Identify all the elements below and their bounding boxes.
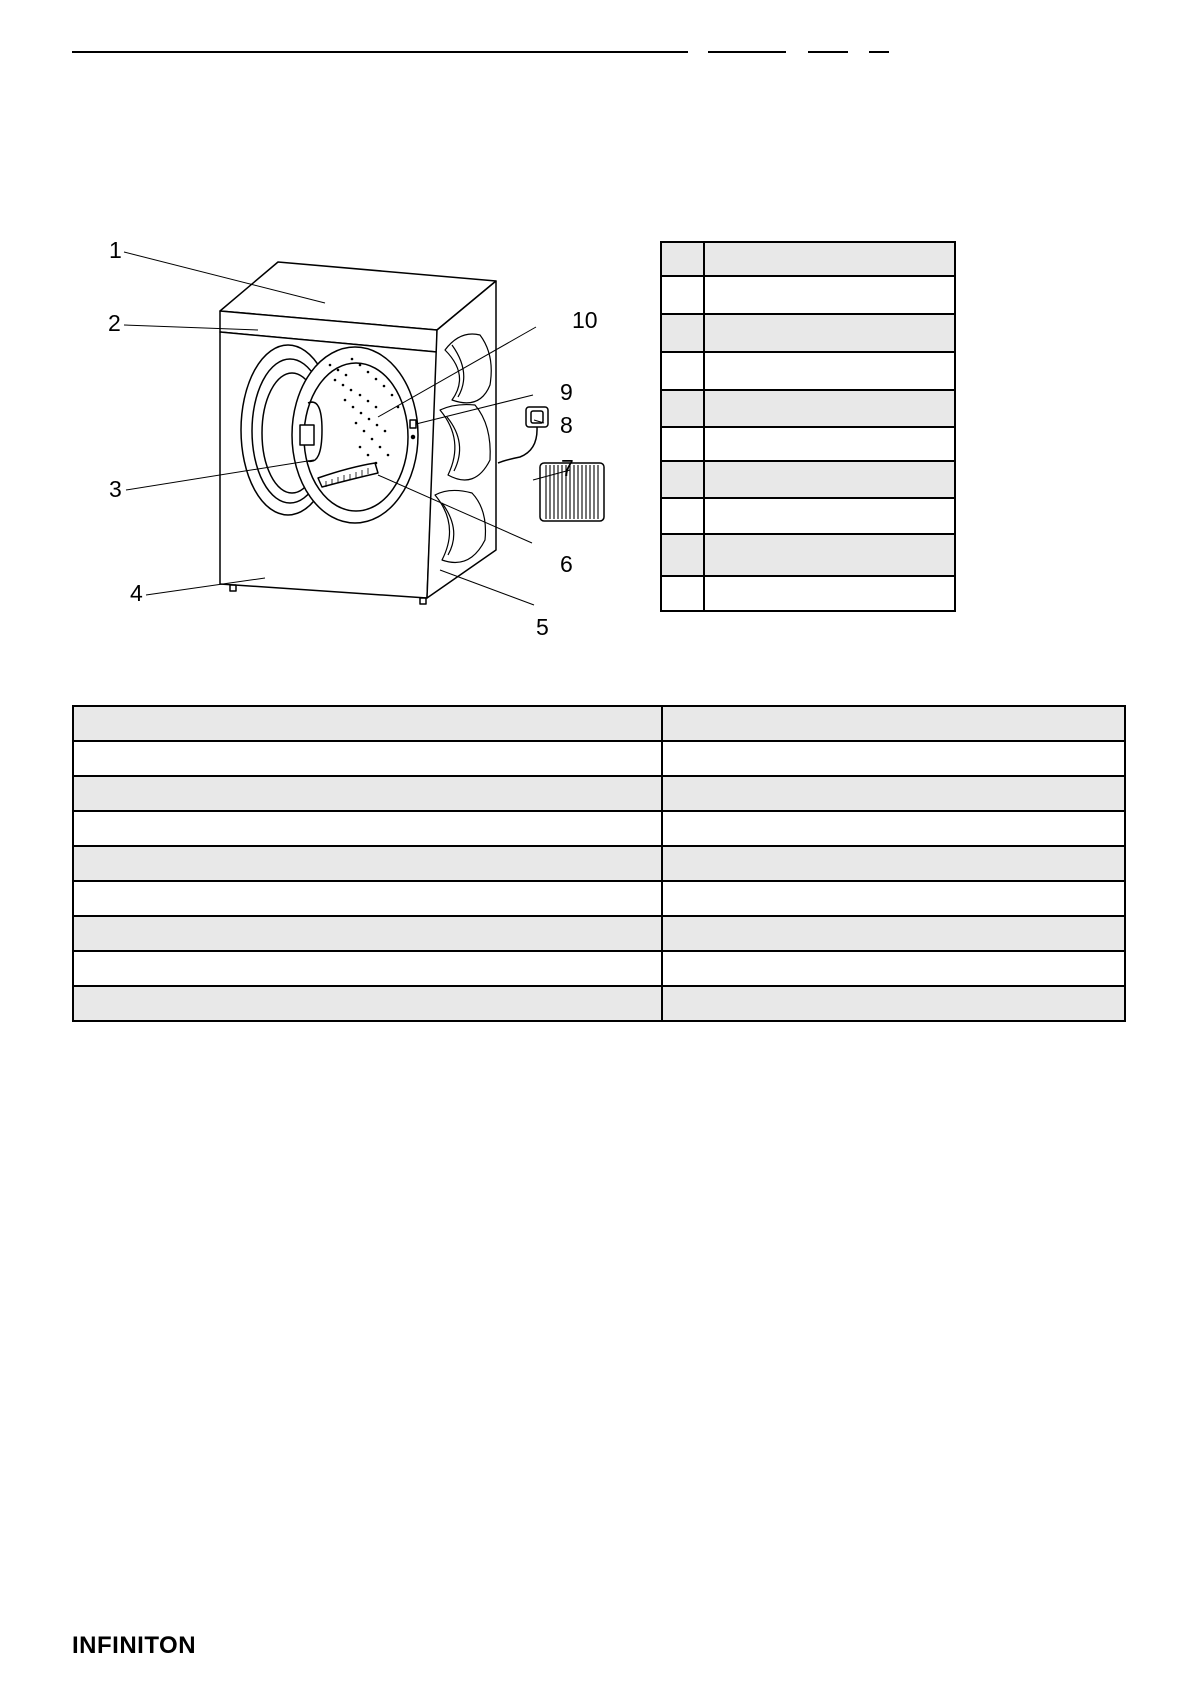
legend-text [704,242,955,276]
callout-2: 2 [108,310,121,336]
legend-text [704,461,955,498]
spec-row [73,706,1125,741]
legend-row [661,498,955,534]
parts-legend-table [660,241,956,612]
legend-num [661,390,704,427]
legend-row [661,427,955,461]
legend-text [704,576,955,611]
spec-label [73,776,662,811]
legend-row [661,390,955,427]
spec-value [662,881,1125,916]
legend-num [661,461,704,498]
power-plug [526,407,548,427]
legend-text [704,390,955,427]
spec-label [73,846,662,881]
legend-row [661,461,955,498]
spec-value [662,846,1125,881]
legend-text [704,314,955,352]
legend-num [661,498,704,534]
spec-label [73,706,662,741]
spec-row [73,916,1125,951]
specs-table [72,705,1126,1022]
legend-num [661,576,704,611]
header-rule-2 [708,51,786,53]
spec-value [662,811,1125,846]
legend-text [704,498,955,534]
legend-num [661,314,704,352]
spec-row [73,986,1125,1021]
callout-6: 6 [560,551,573,577]
side-button [410,420,416,428]
legend-num [661,276,704,314]
legend-row [661,314,955,352]
spec-row [73,881,1125,916]
brand-logo: INFINITON [72,1632,197,1659]
legend-row [661,276,955,314]
callout-4: 4 [130,580,143,606]
legend-text [704,427,955,461]
legend-num [661,534,704,576]
spec-value [662,776,1125,811]
spec-row [73,951,1125,986]
spec-value [662,741,1125,776]
callout-3: 3 [109,476,122,502]
legend-text [704,534,955,576]
spec-label [73,881,662,916]
spec-row [73,776,1125,811]
spec-label [73,916,662,951]
header-rule-3 [808,51,848,53]
spec-label [73,951,662,986]
spec-label [73,986,662,1021]
spec-value [662,951,1125,986]
power-cable [498,427,537,463]
legend-num [661,242,704,276]
spec-label [73,811,662,846]
legend-text [704,352,955,390]
spec-value [662,706,1125,741]
callout-10: 10 [572,307,598,333]
legend-text [704,276,955,314]
legend-num [661,352,704,390]
header-rule-main [72,51,688,53]
legend-row [661,242,955,276]
spec-row [73,846,1125,881]
dryer-diagram [60,225,640,655]
spec-value [662,986,1125,1021]
callout-7: 7 [561,455,574,481]
spec-label [73,741,662,776]
legend-row [661,352,955,390]
spec-value [662,916,1125,951]
legend-num [661,427,704,461]
spec-row [73,741,1125,776]
callout-8: 8 [560,412,573,438]
door-handle [300,425,314,445]
callout-1: 1 [109,237,122,263]
legend-row [661,576,955,611]
spec-row [73,811,1125,846]
legend-row [661,534,955,576]
callout-5: 5 [536,614,549,640]
header-rule-4 [869,51,889,53]
callout-9: 9 [560,379,573,405]
